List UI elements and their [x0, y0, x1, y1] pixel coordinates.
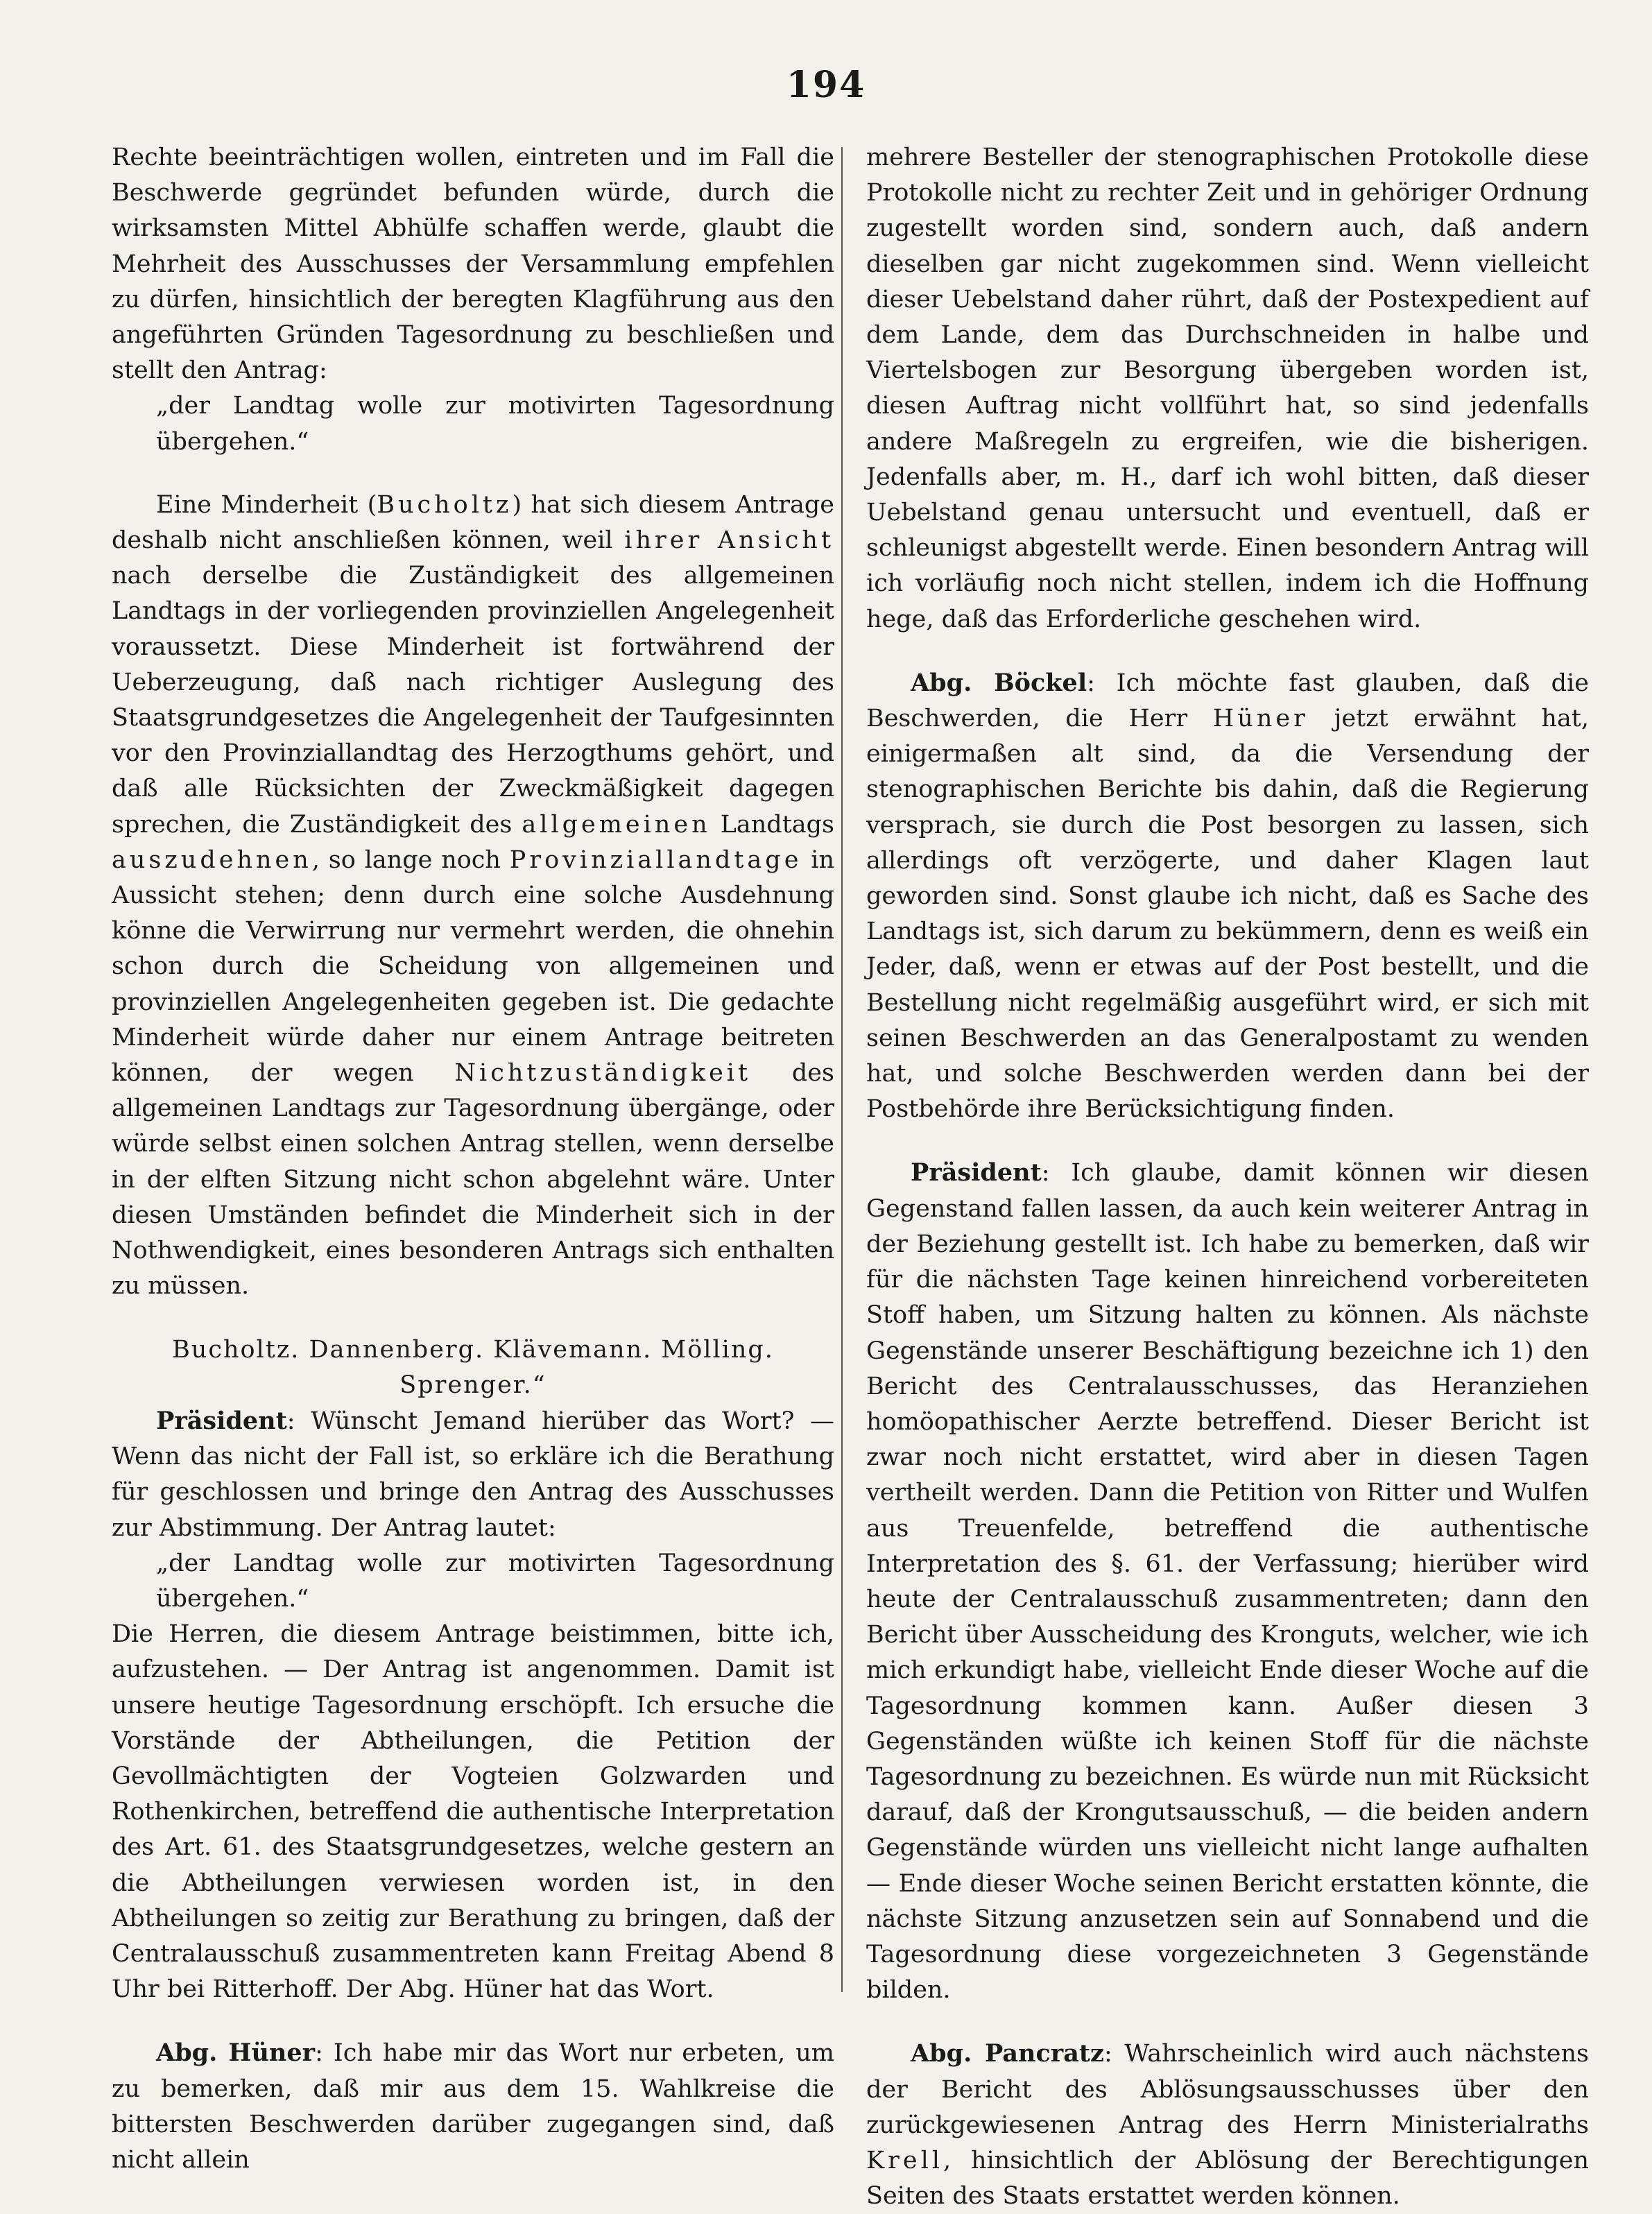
text-run: in Aussicht stehen; denn durch eine solche Ausdehnung könne die Verwirrung nur vermehrt werden, die ohnehin schon durch die Scheidung von allgemeinen und provinziellen Angelegenheiten gegeben ist. Die gedachte Minderheit würde daher nur einem Antrage beitreten können, der wegen: [112, 846, 834, 1088]
emphasis-spaced: ihrer Ansicht: [624, 526, 834, 555]
speech-paragraph: [866, 665, 1589, 1128]
minority-paragraph: [112, 488, 834, 1305]
emphasis-spaced: allgemeinen: [522, 810, 711, 839]
text-run: des allgemeinen Landtags zur Tagesordnung übergänge, oder würde selbst einen solchen Antrag stellen, wenn derselbe in der elften Sitzung nicht schon abgelehnt wäre. Unter diesen Umständen befindet die Minderheit sich in der Nothwendigkeit, eines besonderen Antrags sich enthalten zu müssen.: [112, 1059, 834, 1301]
motion-quote: „der Landtag wolle zur motivirten Tagesordnung übergehen.“: [156, 392, 834, 456]
name-spaced: Krell: [866, 2146, 943, 2174]
text-run: , so lange noch: [311, 846, 510, 874]
speech-text: : Ich möchte fast glauben, daß die Beschwerden, die Herr: [866, 669, 1589, 733]
speaker-name: Präsident: [156, 1406, 287, 1435]
paragraph: mehrere Besteller der stenographischen Protokolle diese Protokolle nicht zu rechter Zeit und in gehöriger Ordnung zugestellt worden sind, sondern auch, daß andern dieselben gar nicht zugekommen sind. Wenn vielleicht dieser Uebelstand daher rührt, daß der Postexpedient auf dem Lande, dem das Durchschneiden in halbe und Viertelsbogen zur Besorgung übergeben worden ist, diesen Auftrag nicht vollführt hat, so sind jedenfalls andere Maßregeln zu ergreifen, wie die bisherigen. Jedenfalls aber, m. H., darf ich wohl bitten, daß dieser Uebelstand genau untersucht und eventuell, daß er schleunigst abgestellt werde. Einen besondern Antrag will ich vorläufig noch nicht stellen, indem ich die Hoffnung hege, daß das Erforderliche geschehen wird.: [866, 144, 1589, 633]
speech-text: jetzt erwähnt hat, einigermaßen alt sind, da die Versendung der stenographischen Berichte bis dahin, daß die Regierung versprach, sie durch die Post besorgen zu lassen, sich allerdings oft verzögerte, und daher Klagen laut geworden sind. Sonst glaube ich nicht, daß es Sache des Landtags ist, sich darum zu bekümmern, denn es weiß ein Jeder, daß, wenn er etwas auf der Post bestellt, und die Bestellung nicht regelmäßig ausgeführt wird, er sich mit seinen Beschwerden an das Generalpostamt zu wenden hat, und solche Beschwerden werden dann bei der Postbehörde ihre Berücksichtigung finden.: [866, 705, 1589, 1124]
page-number: 194: [786, 64, 866, 106]
left-column: [112, 140, 834, 2178]
speaker-name: Abg. Pancratz: [911, 2039, 1104, 2068]
emphasis-spaced: Nichtzuständigkeit: [454, 1059, 752, 1088]
text-run: nach derselbe die Zuständigkeit des allgemeinen Landtags in der vorliegenden provinziellen Angelegenheit voraussetzt. Diese Minderheit ist fortwährend der Ueberzeugung, daß nach richtiger Auslegung des Staatsgrundgesetzes die Angelegenheit der Taufgesinnten vor den Provinziallandtag des Herzogthums gehört, und daß alle Rücksichten der Zweckmäßigkeit dagegen sprechen, die Zuständigkeit des: [112, 562, 834, 839]
speech-text: : Ich glaube, damit können wir diesen Gegenstand fallen lassen, da auch kein weiterer Antrag in der Beziehung gestellt ist. Ich habe zu bemerken, daß wir für die nächsten Tage keinen hinreichend vorbereiteten Stoff haben, um Sitzung halten zu können. Als nächste Gegenstände unserer Beschäftigung bezeichne ich 1) den Bericht des Centralausschusses, das Heranziehen homöopathischer Aerzte betreffend. Dieser Bericht ist zwar noch nicht erstattet, wird aber in diesen Tagen vertheilt werden. Dann die Petition von Ritter und Wulfen aus Treuenfelde, betreffend die authentische Interpretation des §. 61. der Verfassung; hierüber wird heute der Centralausschuß zusammentreten; dann den Bericht über Ausscheidung des Kronguts, welcher, wie ich mich erkundigt habe, vielleicht Ende dieser Woche auf die Tagesordnung kommen kann. Außer diesen 3 Gegenständen wüßte ich keinen Stoff für die nächste Tagesordnung zu bezeichnen. Es würde nun mit Rücksicht darauf, daß der Krongutsausschuß, — die beiden andern Gegenstände würden uns vielleicht nicht lange aufhalten — Ende dieser Woche seinen Bericht erstatten könnte, die nächste Sitzung anzusetzen sein auf Sonnabend und die Tagesordnung diese vorgezeichneten 3 Gegenstände bilden.: [866, 1159, 1589, 2005]
text-run: Landtags: [710, 810, 834, 839]
column-divider: [841, 147, 843, 1992]
name-spaced: Bucholtz: [377, 490, 513, 519]
speaker-name: Abg. Hüner: [156, 2039, 316, 2068]
emphasis-spaced: Provinziallandtage: [509, 846, 802, 874]
text-run: Eine Minderheit (: [156, 490, 377, 519]
motion-quote: „der Landtag wolle zur motivirten Tagesordnung übergehen.“: [156, 1549, 834, 1613]
speech-paragraph: [112, 1403, 834, 1546]
signatories: Bucholtz. Dannenberg. Klävemann. Mölling. Sprenger.“: [172, 1335, 774, 1399]
speaker-name: Abg. Böckel: [911, 668, 1087, 697]
speech-paragraph: [866, 1155, 1589, 2008]
name-spaced: Hüner: [1212, 705, 1309, 733]
speech-text: : Ich habe mir das Wort nur erbeten, um zu bemerken, daß mir aus dem 15. Wahlkreise die bittersten Beschwerden darüber zugegangen sind, daß nicht allein: [112, 2039, 834, 2174]
right-column: [866, 140, 1589, 2214]
speaker-name: Präsident: [911, 1158, 1042, 1187]
paragraph: Rechte beeinträchtigen wollen, eintreten und im Fall die Beschwerde gegründet befunden würde, durch die wirksamsten Mittel Abhülfe schaffen werde, glaubt die Mehrheit des Ausschusses der Versammlung empfehlen zu dürfen, hinsichtlich der beregten Klagführung aus den angeführten Gründen Tagesordnung zu beschließen und stellt den Antrag:: [112, 144, 834, 385]
speech-paragraph: [112, 2035, 834, 2178]
speech-text: : Wahrscheinlich wird auch nächstens der Bericht des Ablösungsausschusses über den zurückgewiesenen Antrag des Herrn Ministerialraths: [866, 2040, 1589, 2139]
paragraph: Die Herren, die diesem Antrage beistimmen, bitte ich, aufzustehen. — Der Antrag ist angenommen. Damit ist unsere heutige Tagesordnung erschöpft. Ich ersuche die Vorstände der Abtheilungen, die Petition der Gevollmächtigten der Vogteien Golzwarden und Rothenkirchen, betreffend die authentische Interpretation des Art. 61. des Staatsgrundgesetzes, welche gestern an die Abtheilungen verwiesen worden ist, in den Abtheilungen so zeitig zur Berathung zu bringen, daß der Centralausschuß zusammentreten kann Freitag Abend 8 Uhr bei Ritterhoff. Der Abg. Hüner hat das Wort.: [112, 1620, 834, 2004]
speech-paragraph: [866, 2036, 1589, 2214]
speech-text: : Wünscht Jemand hierüber das Wort? — Wenn das nicht der Fall ist, so erkläre ich die Berathung für geschlossen und bringe den Antrag des Ausschusses zur Abstimmung. Der Antrag lautet:: [112, 1407, 834, 1542]
speech-text: , hinsichtlich der Ablösung der Berechtigungen Seiten des Staats erstattet werden können.: [866, 2146, 1589, 2211]
emphasis-spaced: auszudehnen: [112, 846, 312, 874]
text-run: ) hat sich diesem Antrage deshalb nicht anschließen können, weil: [112, 490, 834, 555]
